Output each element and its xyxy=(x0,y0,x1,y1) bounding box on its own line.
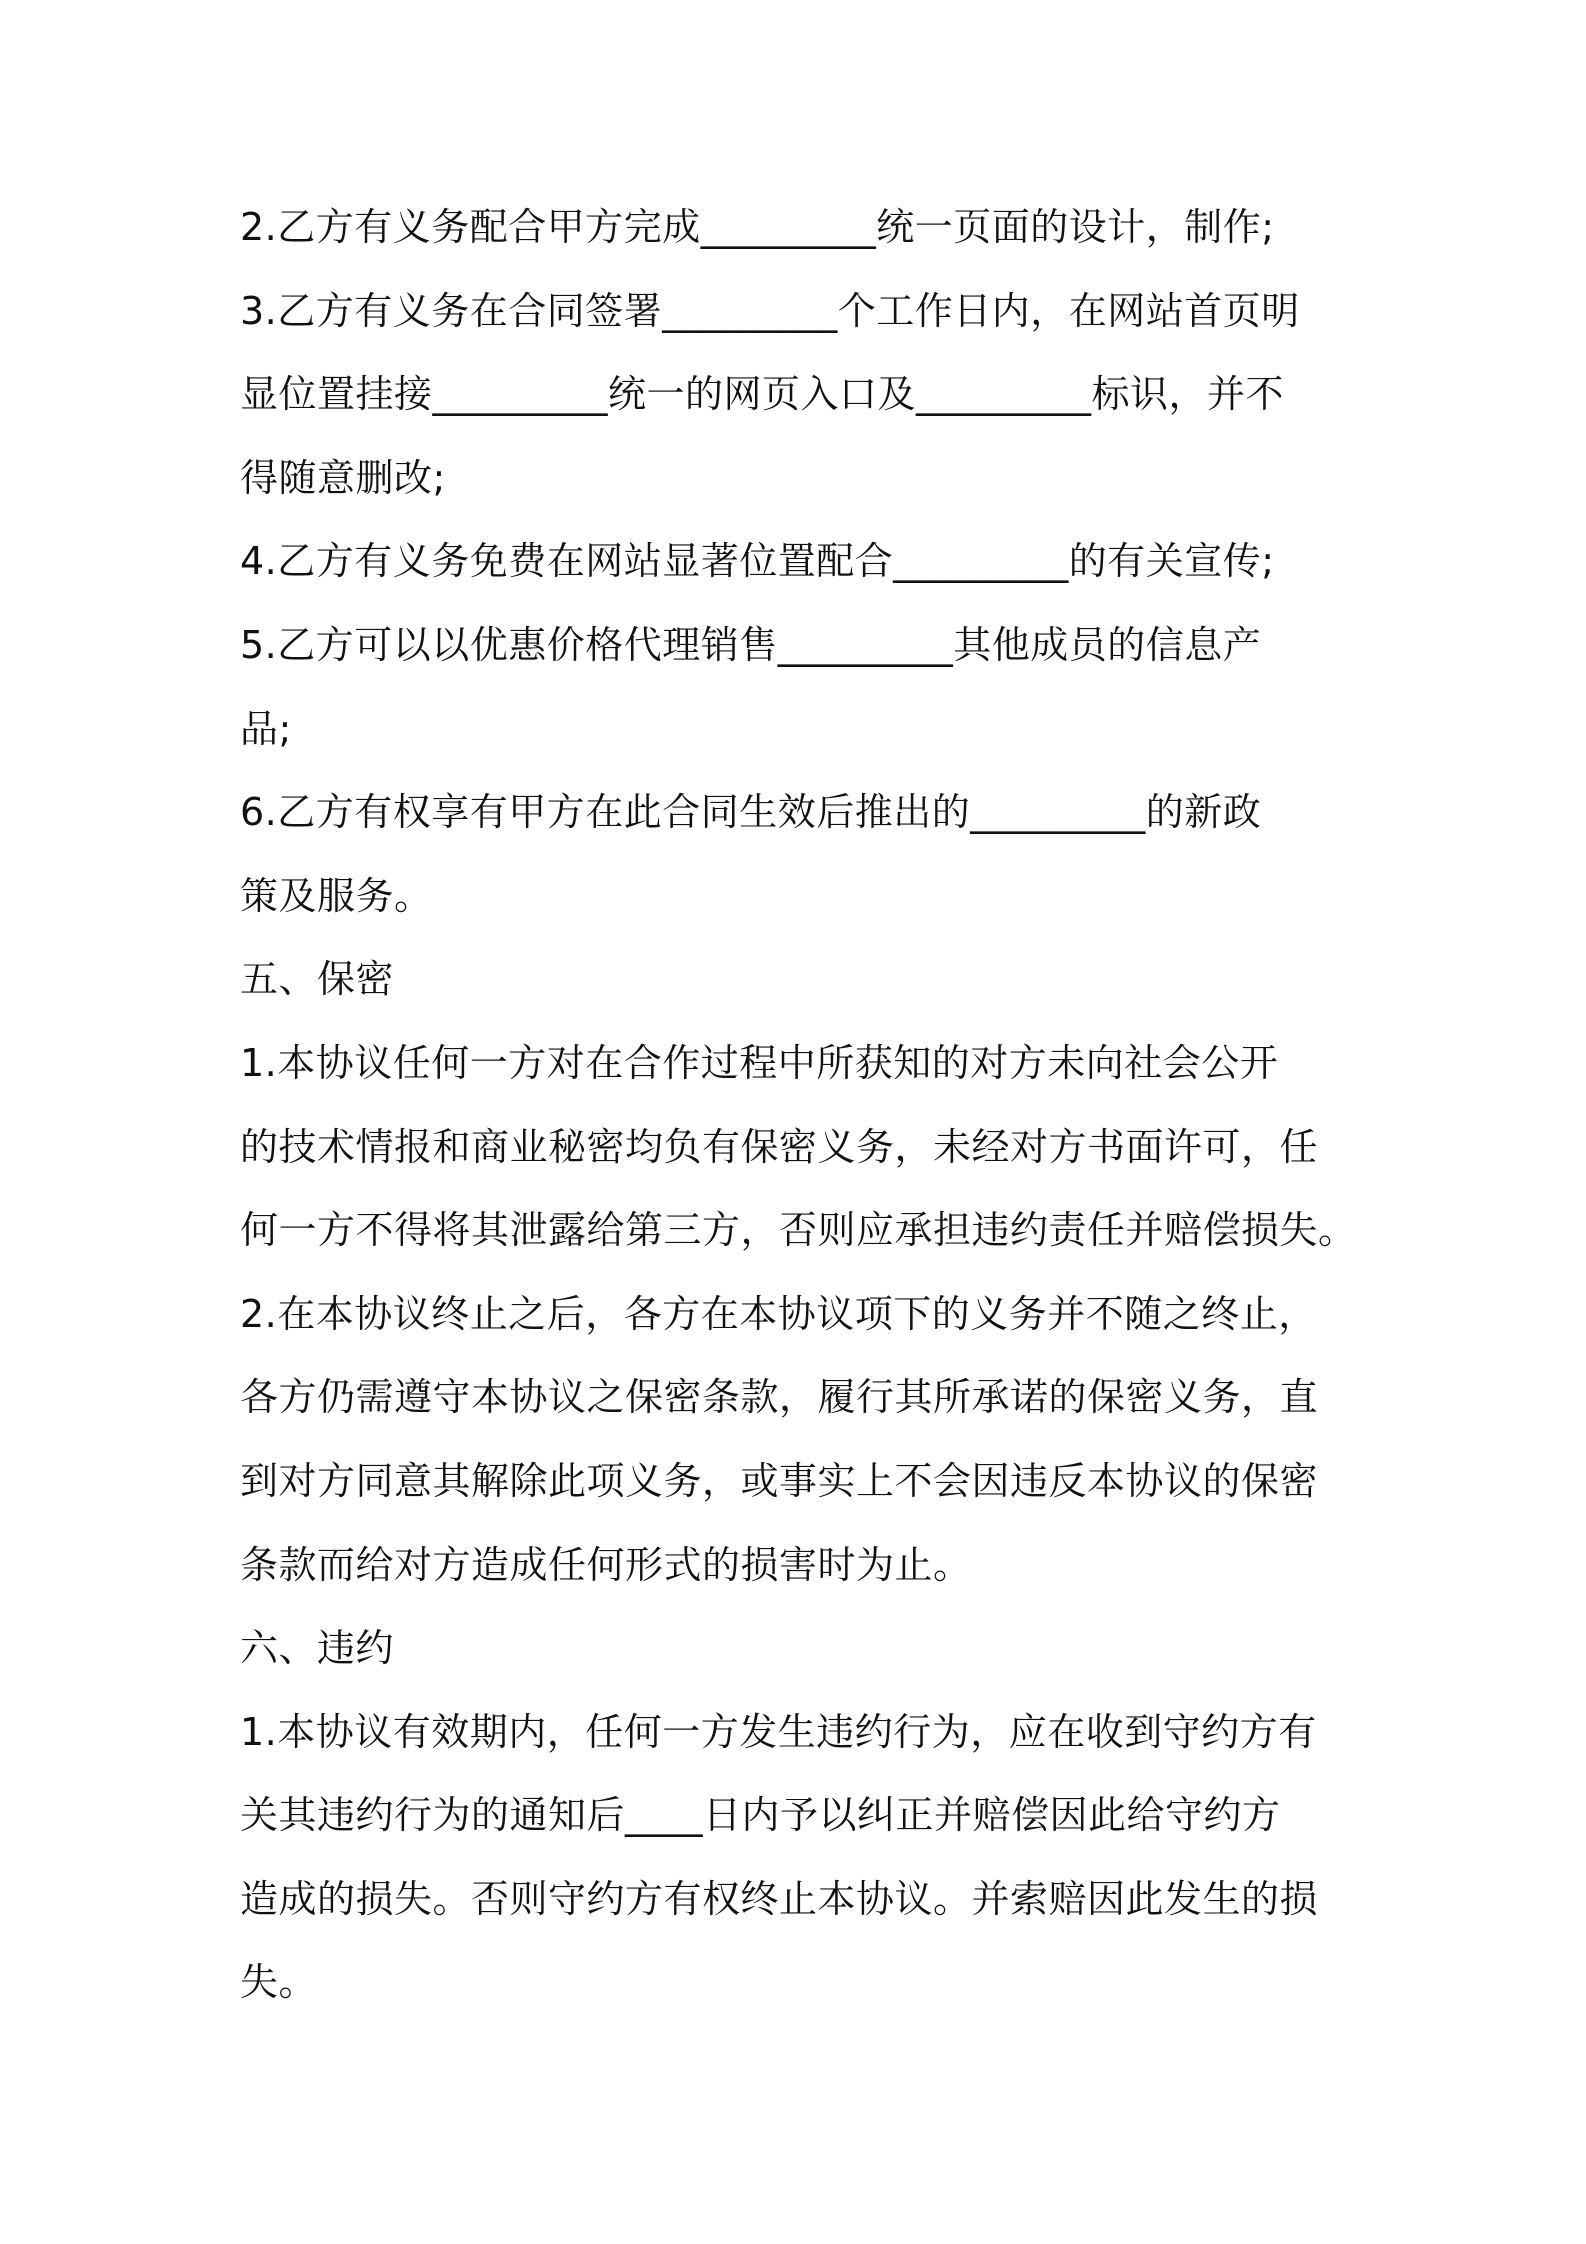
clause-line: 2.乙方有义务配合甲方完成_________统一页面的设计，制作; xyxy=(240,205,1275,249)
clause-line: 失。 xyxy=(240,1960,318,2005)
clause-line: 2.在本协议终止之后，各方在本协议项下的义务并不随之终止， xyxy=(240,1291,1317,1336)
document-body xyxy=(240,186,1370,2025)
clause-line: 5.乙方可以以优惠价格代理销售_________其他成员的信息产 xyxy=(240,622,1262,667)
clause-line: 1.本协议有效期内，任何一方发生违约行为，应在收到守约方有 xyxy=(240,1709,1317,1754)
clause-line: 关其违约行为的通知后____日内予以纠正并赔偿因此给守约方 xyxy=(240,1793,1281,1838)
clause-line: 的技术情报和商业秘密均负有保密义务，未经对方书面许可，任 xyxy=(240,1124,1319,1169)
clause-line: 何一方不得将其泄露给第三方，否则应承担违约责任并赔偿损失。 xyxy=(240,1208,1357,1253)
clause-line: 4.乙方有义务免费在网站显著位置配合_________的有关宣传; xyxy=(240,539,1275,584)
clause-line: 造成的损失。否则守约方有权终止本协议。并索赔因此发生的损 xyxy=(240,1876,1319,1921)
clause-line: 各方仍需遵守本协议之保密条款，履行其所承诺的保密义务，直 xyxy=(240,1375,1319,1420)
clause-line: 到对方同意其解除此项义务，或事实上不会因违反本协议的保密 xyxy=(240,1458,1319,1503)
clause-line: 条款而给对方造成任何形式的损害时为止。 xyxy=(240,1542,972,1587)
section-heading-confidentiality: 五、保密 xyxy=(240,957,395,1002)
clause-line: 3.乙方有义务在合同签署_________个工作日内，在网站首页明 xyxy=(240,288,1300,333)
clause-line: 6.乙方有权享有甲方在此合同生效后推出的_________的新政 xyxy=(240,790,1262,835)
clause-line: 品; xyxy=(240,706,292,751)
clause-line: 1.本协议任何一方对在合作过程中所获知的对方未向社会公开 xyxy=(240,1040,1279,1085)
clause-line: 策及服务。 xyxy=(240,873,433,918)
clause-line: 显位置挂接_________统一的网页入口及_________标识，并不 xyxy=(240,372,1285,417)
clause-line: 得随意删改; xyxy=(240,455,446,500)
section-heading-breach: 六、违约 xyxy=(240,1626,395,1671)
